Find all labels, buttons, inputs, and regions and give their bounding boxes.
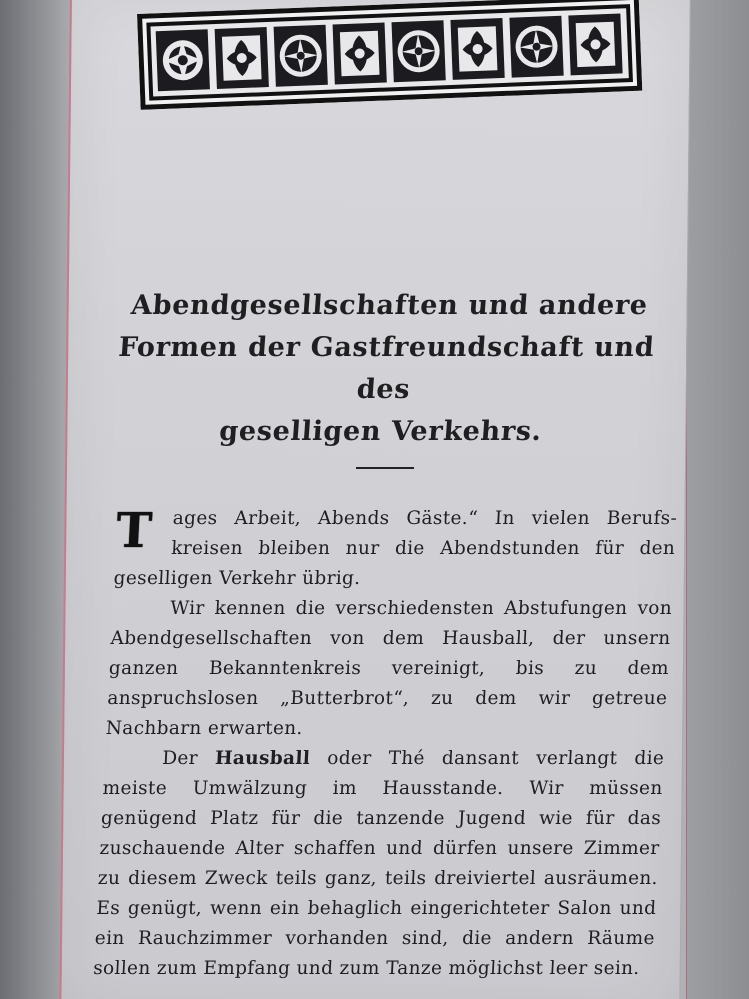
paragraph-1-text: ages Arbeit, Abends Gäste.“ In vielen Berufskreisen bleiben nur die Abendstunden für den geselligen Verkehr übrig. (113, 508, 678, 589)
ornamental-header-band (137, 0, 642, 110)
paragraph-3-intro: Der (161, 748, 216, 769)
hausball-emphasis: Hausball (214, 748, 311, 769)
ornament-tile-8 (568, 13, 622, 75)
chapter-title-line-2: Formen der Gastfreundschaft und des (117, 332, 656, 405)
ornament-tile-7 (509, 16, 563, 78)
paragraph-3 (92, 744, 665, 984)
chapter-title-line-3: geselligen Verkehrs. (218, 416, 543, 447)
chapter-title (99, 285, 671, 453)
ornament-tile-2 (215, 27, 269, 89)
right-page-edge (686, 0, 749, 999)
paragraph-1 (113, 504, 678, 594)
ornament-tile-1 (156, 29, 210, 91)
ornament-tile-3 (274, 25, 328, 87)
body-text (92, 504, 677, 984)
ornament-tile-5 (392, 20, 446, 82)
page-text (92, 285, 678, 984)
title-divider (356, 467, 414, 469)
paragraph-3-text: oder Thé dansant verlangt die meiste Umwälzung im Hausstande. Wir müssen genügend Platz für die tanzende Jugend wie für das zuschauende Alter schaffen und dürfen unsere Zimmer zu diesem Zweck teils ganz, teils dreiviertel ausräumen. Es genügt, wenn ein behaglich eingerichteter Salon und ein Rauchzimmer vorhanden sind, die andern Räume sollen zum Empfang und zum Tanze möglichst leer sein. (92, 748, 665, 979)
ornament-tile-6 (450, 18, 504, 80)
chapter-title-line-1: Abendgesellschaften und andere (130, 290, 649, 321)
drop-cap: T (114, 503, 154, 559)
paragraph-2: Wir kennen die verschiedensten Abstufungen von Abendgesellschaften von dem Hausball, der unsern ganzen Bekanntenkreis vereinigt, bis zu dem anspruchslosen „Butterbrot“, zu dem wir getreue Nachbarn erwarten. (105, 598, 673, 739)
ornament-tile-4 (333, 23, 387, 85)
